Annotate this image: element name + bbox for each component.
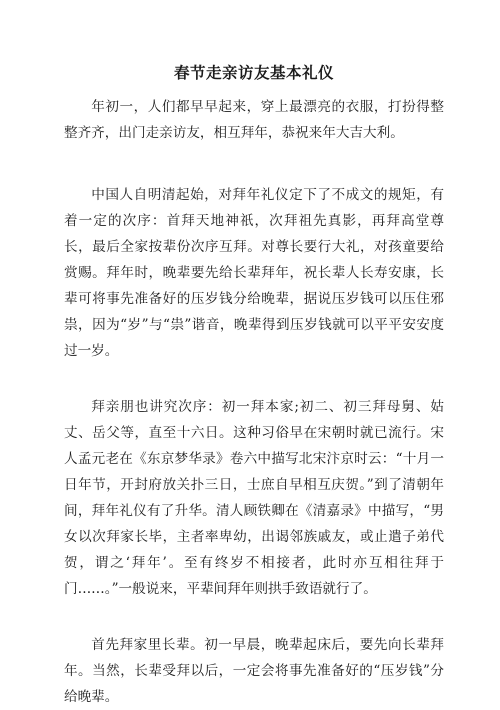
paragraph-4: 首先拜家里长辈。初一早晨，晚辈起床后，要先向长辈拜年。当然，长辈受拜以后，一定会将事先准备好的“压岁钱”分给晚辈。 xyxy=(64,637,444,705)
paragraph-spacer xyxy=(64,364,444,394)
paragraph-1: 年初一，人们都早早起来，穿上最漂亮的衣服，打扮得整整齐齐，出门走亲访友，相互拜年，恭祝来年大吉大利。 xyxy=(64,99,444,141)
paragraph-spacer xyxy=(64,146,444,182)
document-title: 春节走亲访友基本礼仪 xyxy=(173,63,334,82)
paragraph-spacer xyxy=(64,602,444,632)
paragraph-2: 中国人自明清起始，对拜年礼仪定下了不成文的规矩，有着一定的次序：首拜天地神祇，次拜祖先真影，再拜高堂尊长，最后全家按辈份次序互拜。对尊长要行大礼，对孩童要给赏赐。拜年时，晚辈要先给长辈拜年，祝长辈人长寿安康，长辈可将事先准备好的压岁钱分给晚辈，据说压岁钱可以压住邪祟，因为“岁”与“祟”谐音，晚辈得到压岁钱就可以平平安安度过一岁。 xyxy=(64,187,444,359)
paragraph-3: 拜亲朋也讲究次序：初一拜本家;初二、初三拜母舅、姑丈、岳父等，直至十六日。这种习俗早在宋朝时就已流行。宋人孟元老在《东京梦华录》卷六中描写北宋汴京时云：“十月一日年节，开封府放关扑三日，士庶自早相互庆贺。”到了清朝年间，拜年礼仪有了升华。清人顾铁卿在《清嘉录》中描写，“男女以次拜家长毕，主者率卑幼，出谒邻族戚友，或止遣子弟代贺，谓之‘拜年’。至有终岁不相接者，此时亦互相往拜于门……。”一般说来，平辈间拜年则拱手致语就行了。 xyxy=(64,399,444,597)
